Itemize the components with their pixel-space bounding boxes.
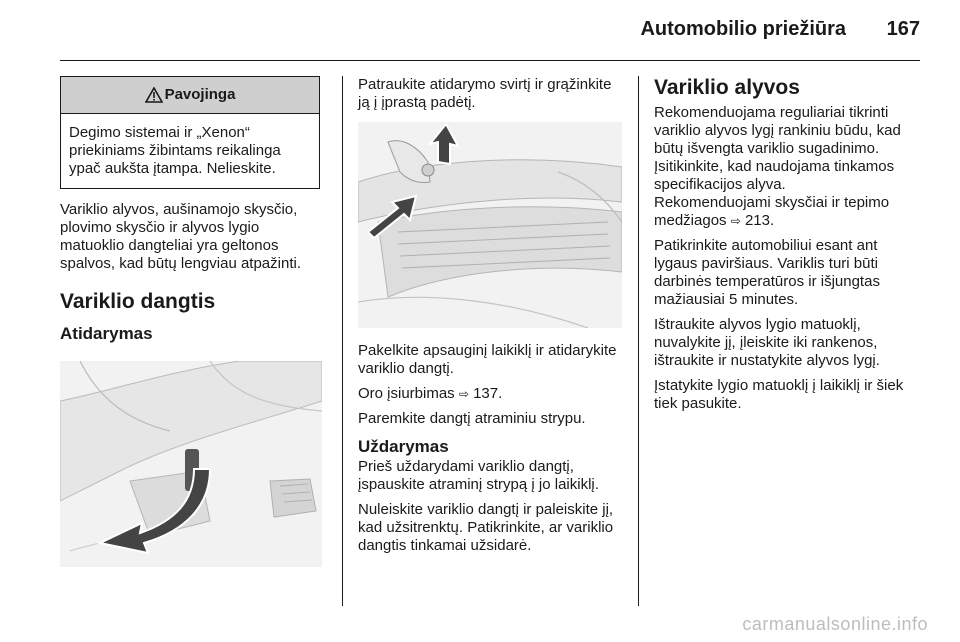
right-column — [654, 76, 924, 420]
oil-insert-dipstick-paragraph: Įstatykite lygio matuoklį į laikiklį ir šiek tiek pasukite. — [654, 377, 904, 412]
air-intake-text: Oro įsiurbimas — [358, 385, 455, 402]
header-rule — [60, 60, 920, 61]
oil-check-conditions-paragraph: Patikrinkite automobiliui esant ant lygaus paviršiaus. Variklis turi būti darbinės temperatūros ir išjungtas mažiausiai 5 minutes. — [654, 237, 880, 308]
hood-safety-catch-illustration — [358, 122, 622, 328]
oil-intro-paragraph: Rekomenduojama reguliariai tikrinti variklio alyvos lygį rankiniu būdu, kad būtų išvengta variklio sugadinimo. Įsitikinkite, kad naudojama tinkamos specifikacijos alyva. — [654, 104, 901, 193]
middle-column — [358, 76, 620, 562]
section-title-engine-oil: Variklio alyvos — [654, 76, 800, 99]
page-ref-arrow-icon: ⇨ — [730, 214, 741, 228]
column-divider-2 — [638, 76, 639, 606]
oil-recommended-page-ref[interactable]: 213. — [744, 212, 775, 229]
warning-triangle-icon — [145, 87, 163, 103]
warning-header — [61, 77, 319, 114]
subsection-title-closing: Uždarymas — [358, 437, 449, 456]
oil-dipstick-paragraph: Ištraukite alyvos lygio matuoklį, nuvalykite jį, įleiskite iki rankenos, ištraukite ir nustatykite alyvos lygį. — [654, 316, 880, 369]
air-intake-paragraph — [358, 385, 620, 403]
watermark: carmanualsonline.info — [742, 614, 928, 634]
closing-paragraph-1: Prieš uždarydami variklio dangtį, įspauskite atraminį strypą į jo laikiklį. — [358, 458, 599, 493]
page-number: 167 — [886, 18, 920, 40]
hood-release-lever-illustration — [60, 361, 322, 567]
oil-recommended-paragraph — [654, 194, 924, 230]
warning-text: Degimo sistemai ir „Xenon“ priekiniams žibintams reikalinga ypač aukšta įtampa. Nelieskite. — [69, 124, 281, 177]
air-intake-page-ref[interactable]: 137. — [473, 385, 503, 402]
pull-lever-paragraph: Patraukite atidarymo svirtį ir grąžinkite ją į įprastą padėtį. — [358, 76, 612, 111]
left-column — [60, 76, 326, 567]
intro-paragraph: Variklio alyvos, aušinamojo skysčio, plovimo skysčio ir alyvos lygio matuoklio dangteliai yra geltonos spalvos, kad būtų lengviau atpažinti. — [60, 201, 301, 272]
support-rod-paragraph: Paremkite dangtį atraminiu strypu. — [358, 410, 586, 427]
warning-title: Pavojinga — [164, 86, 236, 103]
oil-recommended-text: Rekomenduojami skysčiai ir tepimo medžiagos — [654, 194, 890, 229]
warning-box — [60, 76, 320, 189]
column-divider-1 — [342, 76, 343, 606]
subsection-title-opening: Atidarymas — [60, 324, 153, 343]
header-title: Automobilio priežiūra — [640, 18, 846, 40]
section-title-hood: Variklio dangtis — [60, 290, 216, 313]
lift-catch-paragraph: Pakelkite apsauginį laikiklį ir atidarykite variklio dangtį. — [358, 342, 617, 377]
closing-paragraph-2: Nuleiskite variklio dangtį ir paleiskite jį, kad užsitrenktų. Patikrinkite, ar variklio dangtis tinkamai užsidarė. — [358, 501, 614, 554]
page-ref-arrow-icon: ⇨ — [458, 387, 469, 401]
